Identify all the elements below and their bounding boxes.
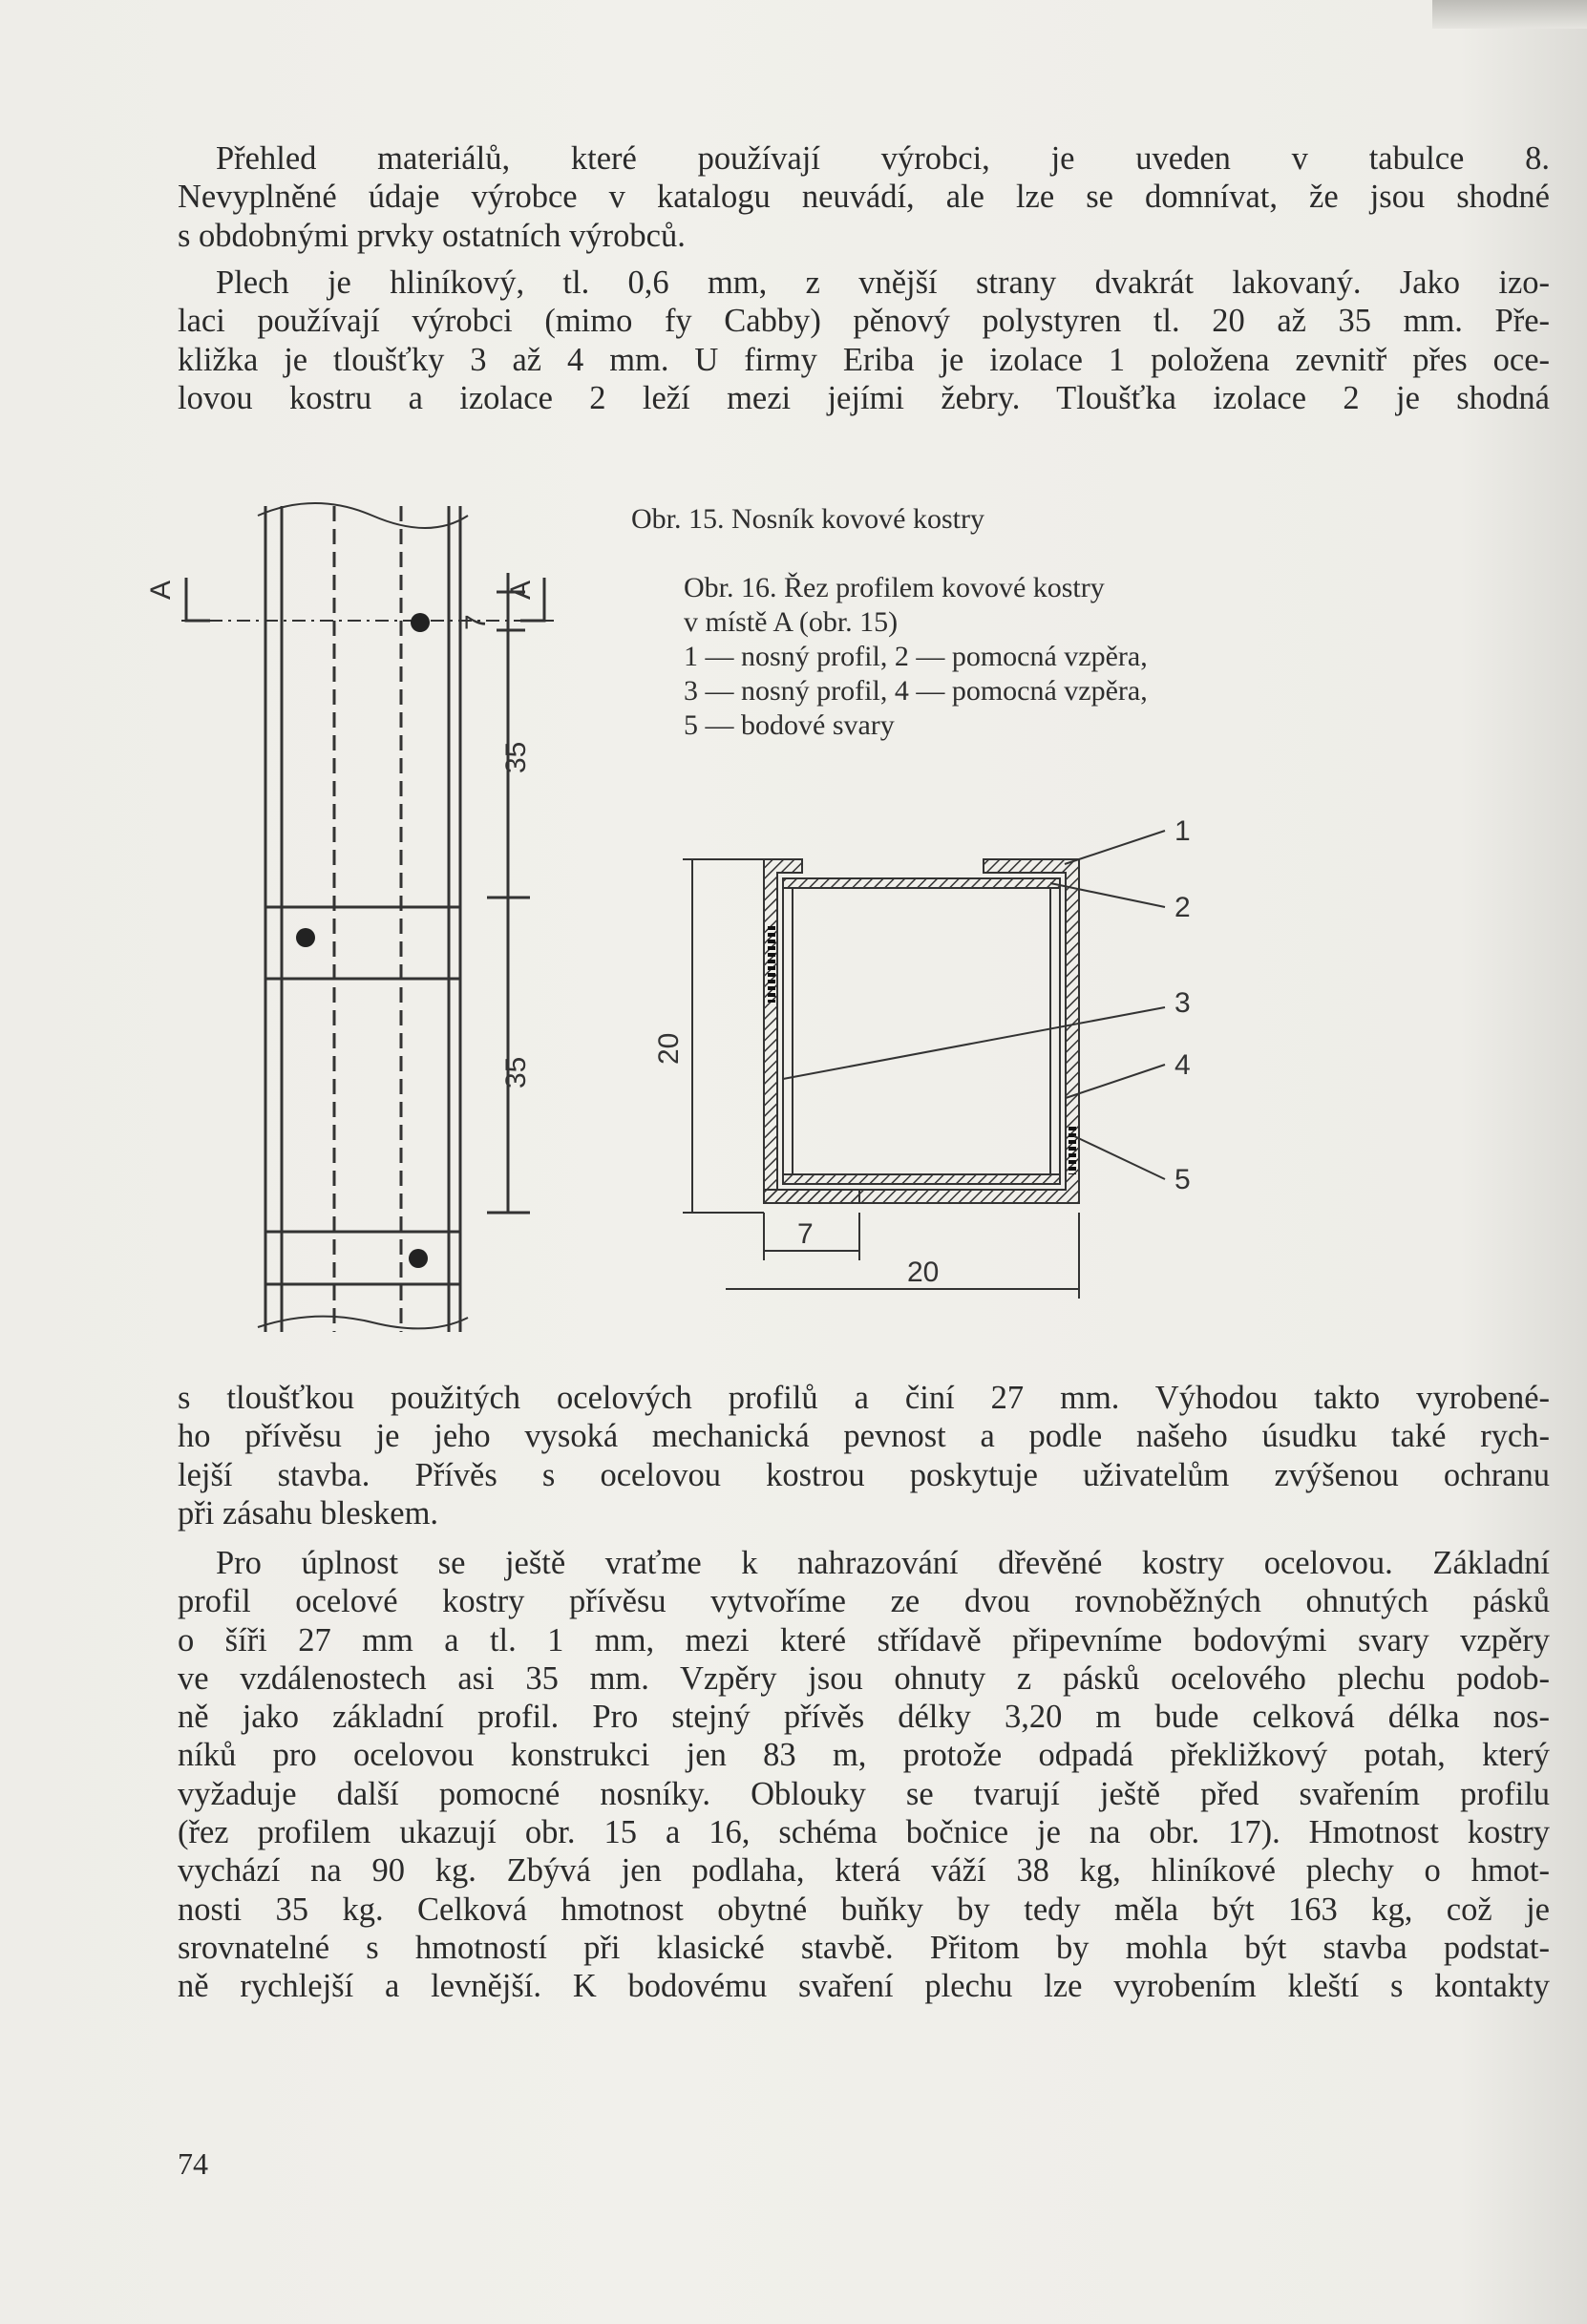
dimension-label: 35 — [500, 741, 532, 773]
dimension-label: 20 — [907, 1257, 940, 1288]
dimension-label: 7 — [797, 1218, 814, 1250]
text-line: profil ocelové kostry přívěsu vytvoříme ze dvou rovnoběžných ohnutých pásků — [178, 1583, 1550, 1620]
section-label-right: A — [505, 580, 537, 600]
page-number: 74 — [178, 2146, 208, 2181]
text-line: ve vzdálenostech asi 35 mm. Vzpěry jsou ohnuty z pásků ocelového plechu podob- — [178, 1659, 1550, 1697]
text-line: Nevyplněné údaje výrobce v katalogu neuvádí, ale lze se domnívat, že jsou shodné — [178, 179, 1550, 216]
paragraph-sheet-insulation — [178, 264, 1550, 417]
scan-edge-shadow — [1432, 0, 1587, 29]
figure-15-caption — [631, 502, 984, 537]
callout-5: 5 — [1174, 1164, 1191, 1195]
callout-3: 3 — [1174, 987, 1191, 1019]
weld-dot — [409, 1249, 428, 1268]
text-line: srovnatelné s hmotností při klasické stavbě. Přitom by mohla být stavba podstat- — [178, 1929, 1550, 1966]
text-line: s tloušťkou použitých ocelových profilů a činí 27 mm. Výhodou takto vyrobené- — [178, 1380, 1550, 1416]
callout-4: 4 — [1174, 1049, 1191, 1081]
text-line: o šíři 27 mm a tl. 1 mm, mezi které střídavě připevníme bodovými svary vzpěry — [178, 1621, 1550, 1658]
paragraph-materials-overview — [178, 139, 1550, 255]
text-line: Pro úplnost se ještě vraťme k nahrazování dřevěné kostry ocelovou. Základní — [216, 1545, 1550, 1581]
text-line: vyžaduje další pomocné nosníky. Oblouky se tvarují ještě před svařením profilu — [178, 1775, 1550, 1812]
figure-15-beam-drawing — [145, 496, 573, 1337]
weld-dot — [296, 928, 315, 947]
caption-line: v místě A (obr. 15) — [684, 606, 899, 638]
paragraph-steel-frame-construction — [178, 1544, 1550, 2006]
text-line: (řez profilem ukazují obr. 15 a 16, schéma bočnice je na obr. 17). Hmotnost kostry — [178, 1814, 1550, 1851]
caption-text: Obr. 15. Nosník kovové kostry — [631, 503, 984, 535]
section-label-left: A — [145, 580, 177, 600]
dimension-label: 7 — [460, 614, 492, 630]
text-line: ně jako základní profil. Pro stejný přívěs délky 3,20 m bude celková délka nos- — [178, 1699, 1550, 1736]
text-line: lovou kostru a izolace 2 leží mezi jejími žebry. Tloušťka izolace 2 je shodná — [178, 379, 1550, 416]
paragraph-steel-frame-advantages — [178, 1379, 1550, 1532]
text-line: při zásahu bleskem. — [178, 1494, 439, 1532]
weld-dot — [411, 613, 430, 632]
text-line: ně rychlejší a levnější. K bodovému svaření plechu lze vyrobením kleští s kontakty — [178, 1968, 1550, 2005]
text-line: nosti 35 kg. Celková hmotnost obytné buňky by tedy měla být 163 kg, což je — [178, 1891, 1550, 1928]
caption-line: 1 — nosný profil, 2 — pomocná vzpěra, — [684, 641, 1148, 672]
caption-line: 3 — nosný profil, 4 — pomocná vzpěra, — [684, 675, 1148, 707]
caption-line: Obr. 16. Řez profilem kovové kostry — [684, 572, 1105, 603]
text-line: Přehled materiálů, které používají výrobci, je uveden v tabulce 8. — [216, 140, 1550, 177]
text-line: níků pro ocelovou konstrukci jen 83 m, protože odpadá překližkový potah, který — [178, 1737, 1550, 1774]
callout-1: 1 — [1174, 815, 1191, 847]
caption-line: 5 — bodové svary — [684, 709, 895, 741]
text-line: kližka je tloušťky 3 až 4 mm. U firmy Eriba je izolace 1 položena zevnitř přes oce- — [178, 341, 1550, 378]
dimension-label: 35 — [500, 1056, 532, 1088]
dimension-label: 20 — [653, 1032, 685, 1065]
figure-16-caption — [684, 571, 1148, 743]
text-line: vychází na 90 kg. Zbývá jen podlaha, která váží 38 kg, hliníkové plechy o hmot- — [178, 1852, 1550, 1890]
text-line: lejší stavba. Přívěs s ocelovou kostrou poskytuje uživatelům zvýšenou ochranu — [178, 1456, 1550, 1493]
text-line: ho přívěsu je jeho vysoká mechanická pevnost a podle našeho úsudku také rych- — [178, 1418, 1550, 1455]
text-line: s obdobnými prvky ostatních výrobců. — [178, 217, 686, 254]
callout-2: 2 — [1174, 892, 1191, 923]
text-line: Plech je hliníkový, tl. 0,6 mm, z vnější strany dvakrát lakovaný. Jako izo- — [216, 264, 1550, 301]
figure-16-profile-section — [653, 812, 1260, 1327]
text-line: laci používají výrobci (mimo fy Cabby) pěnový polystyren tl. 20 až 35 mm. Pře- — [178, 303, 1550, 340]
